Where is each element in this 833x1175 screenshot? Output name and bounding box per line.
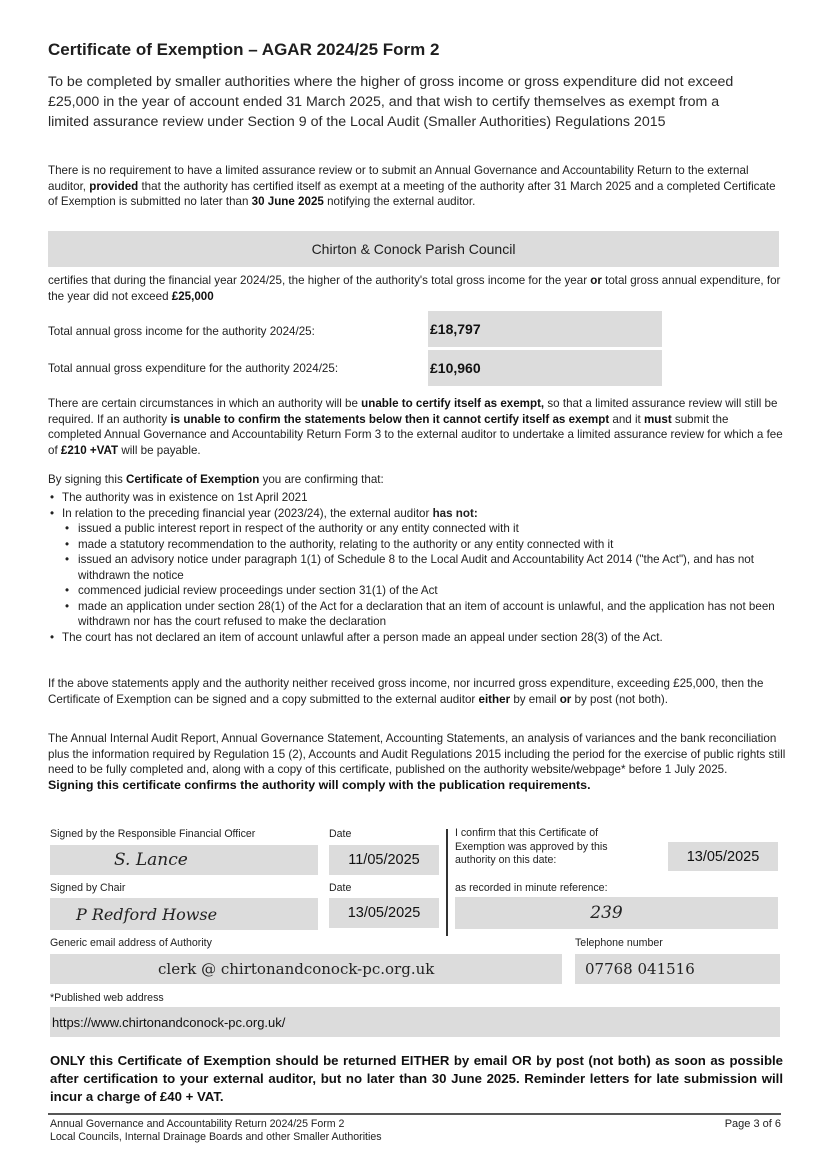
income-field[interactable]: £18,797 [428,311,662,347]
minute-reference: 239 [590,903,623,923]
apply-text-1: If the above statements apply and the authority neither received gross income, nor incurred gross expenditure, exceeding £25,000, then the Certificate of Exemption can be signed and a copy submitted to the external auditor [48,677,764,706]
confirming-text-2: you are confirming that: [259,473,384,486]
final-notice: ONLY this Certificate of Exemption should be returned EITHER by email OR by post (not both) as soon as possible after certification to your external auditor, but no later than 30 June 2025. Reminder letters for late submission will incur a charge of £40 + VAT. [50,1053,783,1104]
rfo-signature-label: Signed by the Responsible Financial Officer [50,828,256,840]
footer-rule [48,1113,781,1115]
sub-condition: • made a statutory recommendation to the authority, relating to the authority or any entity connected with it [48,537,788,553]
email-value: clerk @ chirtonandconock-pc.org.uk [158,960,435,978]
apply-bold-1: either [478,692,511,706]
certifies-bold-1: or [590,274,602,287]
circumstances-text-2: so that a limited assurance review will still be required. If an authority [48,397,778,426]
email-label: Generic email address of Authority [50,937,212,949]
rfo-date-label: Date [329,828,352,840]
signature-divider [446,829,448,936]
chair-signature-field[interactable] [50,898,318,930]
certifies-text-1: certifies that during the financial year 2024/25, the higher of the authority's total gross income for the year [48,274,591,287]
apply-paragraph [48,676,783,707]
rfo-signature-field[interactable] [50,845,318,875]
authority-name-field[interactable]: Chirton & Conock Parish Council [48,231,779,267]
apply-text-3: by post (not both). [571,692,668,706]
condition-auditor-bold: has not: [432,506,478,520]
requirement-text-2: that the authority has certified itself as exempt at a meeting of the authority after 31 March 2025 and a completed Certificate of Exemption is submitted no later than [48,179,776,208]
intro-paragraph: To be completed by smaller authorities where the higher of gross income or gross expenditure did not exceed £25,000 in the year of account ended 31 March 2025, and that wish to certify themselves as exempt from a limited assurance review under Section 9 of the Local Audit (Smaller Authorities) Regulations 2015 [48,74,734,130]
telephone-label: Telephone number [575,937,663,949]
condition-existence: • The authority was in existence on 1st April 2021 [48,490,788,506]
circumstances-bold-2: is unable to confirm the statements below then it cannot certify itself as exempt [170,412,610,426]
circumstances-bold-4: £210 +VAT [60,443,119,457]
certifies-bold-2: £25,000 [171,289,214,303]
apply-text-2: by email [510,692,560,706]
publication-text: The Annual Internal Audit Report, Annual Governance Statement, Accounting Statements, an analysis of variances and the bank reconciliation plus the information required by Regulation 15 (2), Accounts and Audit Regulations 2015 including the period for the exercise of public rights still need to be fully completed and, along with a copy of this certificate, published on the authority website/webpage* before 1 July 2025. [48,732,786,776]
chair-date-label: Date [329,882,352,894]
circumstances-text-3: and it [609,412,644,426]
sub-condition: • made an application under section 28(1) of the Act for a declaration that an item of account is unlawful, and the application has not been withdrawn nor has the court refused to make the declaration [48,599,788,630]
email-field[interactable] [50,954,562,984]
minute-reference-label: as recorded in minute reference: [455,882,608,894]
confirming-line [48,472,783,488]
web-address-label: *Published web address [50,992,164,1004]
footer-text [50,1118,382,1144]
telephone-field[interactable] [575,954,780,984]
circumstances-paragraph [48,396,783,458]
circumstances-bold-1: unable to certify itself as exempt, [361,397,545,410]
rfo-date-field[interactable]: 11/05/2025 [329,845,439,875]
requirement-paragraph [48,163,783,210]
minute-reference-field[interactable] [455,897,778,929]
requirement-text-3: notifying the external auditor. [323,195,476,208]
circumstances-bold-3: must [644,412,672,426]
condition-court: • The court has not declared an item of account unlawful after a person made an appeal under section 28(3) of the Act. [48,630,788,646]
web-address-field[interactable] [50,1007,780,1037]
page-number: Page 3 of 6 [724,1118,781,1130]
sub-condition: • issued an advisory notice under paragraph 1(1) of Schedule 8 to the Local Audit and Accountability Act 2014 ("the Act"), and has not withdrawn the notice [48,552,788,583]
confirming-bold: Certificate of Exemption [125,473,260,486]
approval-label: I confirm that this Certificate of Exemption was approved by this authority on this date: [455,827,608,866]
telephone-value: 07768 041516 [585,960,695,978]
confirming-text-1: By signing this [48,473,126,486]
footer-line-2: Local Councils, Internal Drainage Boards and other Smaller Authorities [50,1131,382,1143]
condition-auditor-text: In relation to the preceding financial year (2023/24), the external auditor [62,506,433,520]
rfo-signature: S. Lance [114,850,188,870]
publication-paragraph [48,731,788,793]
footer-line-1: Annual Governance and Accountability Return 2024/25 Form 2 [50,1118,345,1130]
approval-date-field[interactable]: 13/05/2025 [668,842,778,871]
chair-signature: P Redford Howse [76,904,218,924]
sub-condition: • issued a public interest report in respect of the authority or any entity connected with it [48,521,788,537]
expenditure-label: Total annual gross expenditure for the authority 2024/25: [48,362,339,375]
certifies-paragraph [48,273,783,304]
chair-signature-label: Signed by Chair [50,882,126,894]
requirement-text-1: There is no requirement to have a limited assurance review or to submit an Annual Governance and Accountability Return to the external auditor, [48,164,749,193]
requirement-bold-2: 30 June 2025 [251,195,324,208]
income-label: Total annual gross income for the authority 2024/25: [48,325,315,338]
sub-condition: • commenced judicial review proceedings under section 31(1) of the Act [48,583,788,599]
requirement-bold-1: provided [89,179,139,193]
circumstances-text-4: submit the completed Annual Governance and Accountability Return Form 3 to the external auditor to undertake a limited assurance review for which a fee of [48,412,783,457]
circumstances-text-1: There are certain circumstances in which an authority will be [48,397,362,410]
publication-bold: Signing this certificate confirms the authority will comply with the publication requirements. [48,777,591,792]
condition-auditor-has-not [48,506,788,522]
apply-bold-2: or [559,692,572,706]
web-address-value: https://www.chirtonandconock-pc.org.uk/ [52,1014,286,1030]
page-title: Certificate of Exemption – AGAR 2024/25 Form 2 [48,40,440,59]
chair-date-field[interactable]: 13/05/2025 [329,898,439,928]
conditions-list [48,490,788,645]
certifies-text-2: total gross annual expenditure, for the year did not exceed [48,274,781,303]
expenditure-field[interactable]: £10,960 [428,350,662,386]
circumstances-text-5: will be payable. [118,443,201,457]
